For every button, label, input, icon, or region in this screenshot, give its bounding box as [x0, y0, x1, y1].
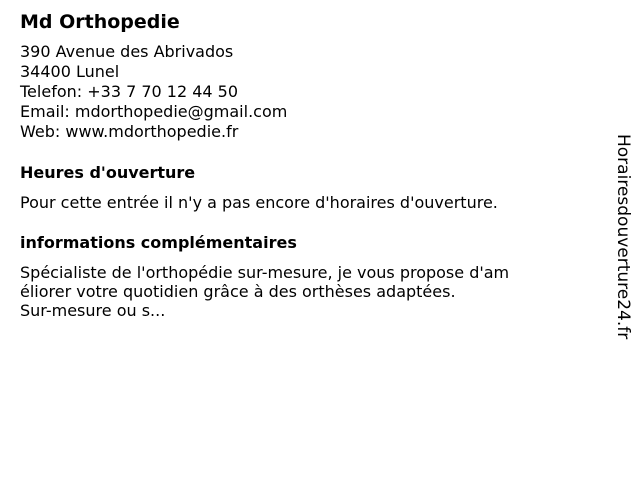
email-line: Email: mdorthopedie@gmail.com: [20, 102, 288, 121]
additional-info-heading: informations complémentaires: [20, 233, 297, 252]
street-address: 390 Avenue des Abrivados: [20, 42, 234, 61]
site-watermark: Horairesdouverture24.fr: [613, 134, 633, 340]
business-name: Md Orthopedie: [20, 11, 180, 33]
phone-line: Telefon: +33 7 70 12 44 50: [20, 82, 239, 101]
opening-hours-text: Pour cette entrée il n'y a pas encore d'horaires d'ouverture.: [20, 193, 498, 212]
address-block: [20, 42, 600, 142]
additional-info-text: Spécialiste de l'orthopédie sur-mesure, je vous propose d'am éliorer votre quotidien grâce à des orthèses adaptées. Sur-mesure ou s...: [20, 263, 510, 320]
postal-city: 34400 Lunel: [20, 62, 120, 81]
business-card: [20, 8, 600, 320]
website-line: Web: www.mdorthopedie.fr: [20, 122, 239, 141]
opening-hours-heading: Heures d'ouverture: [20, 163, 196, 182]
